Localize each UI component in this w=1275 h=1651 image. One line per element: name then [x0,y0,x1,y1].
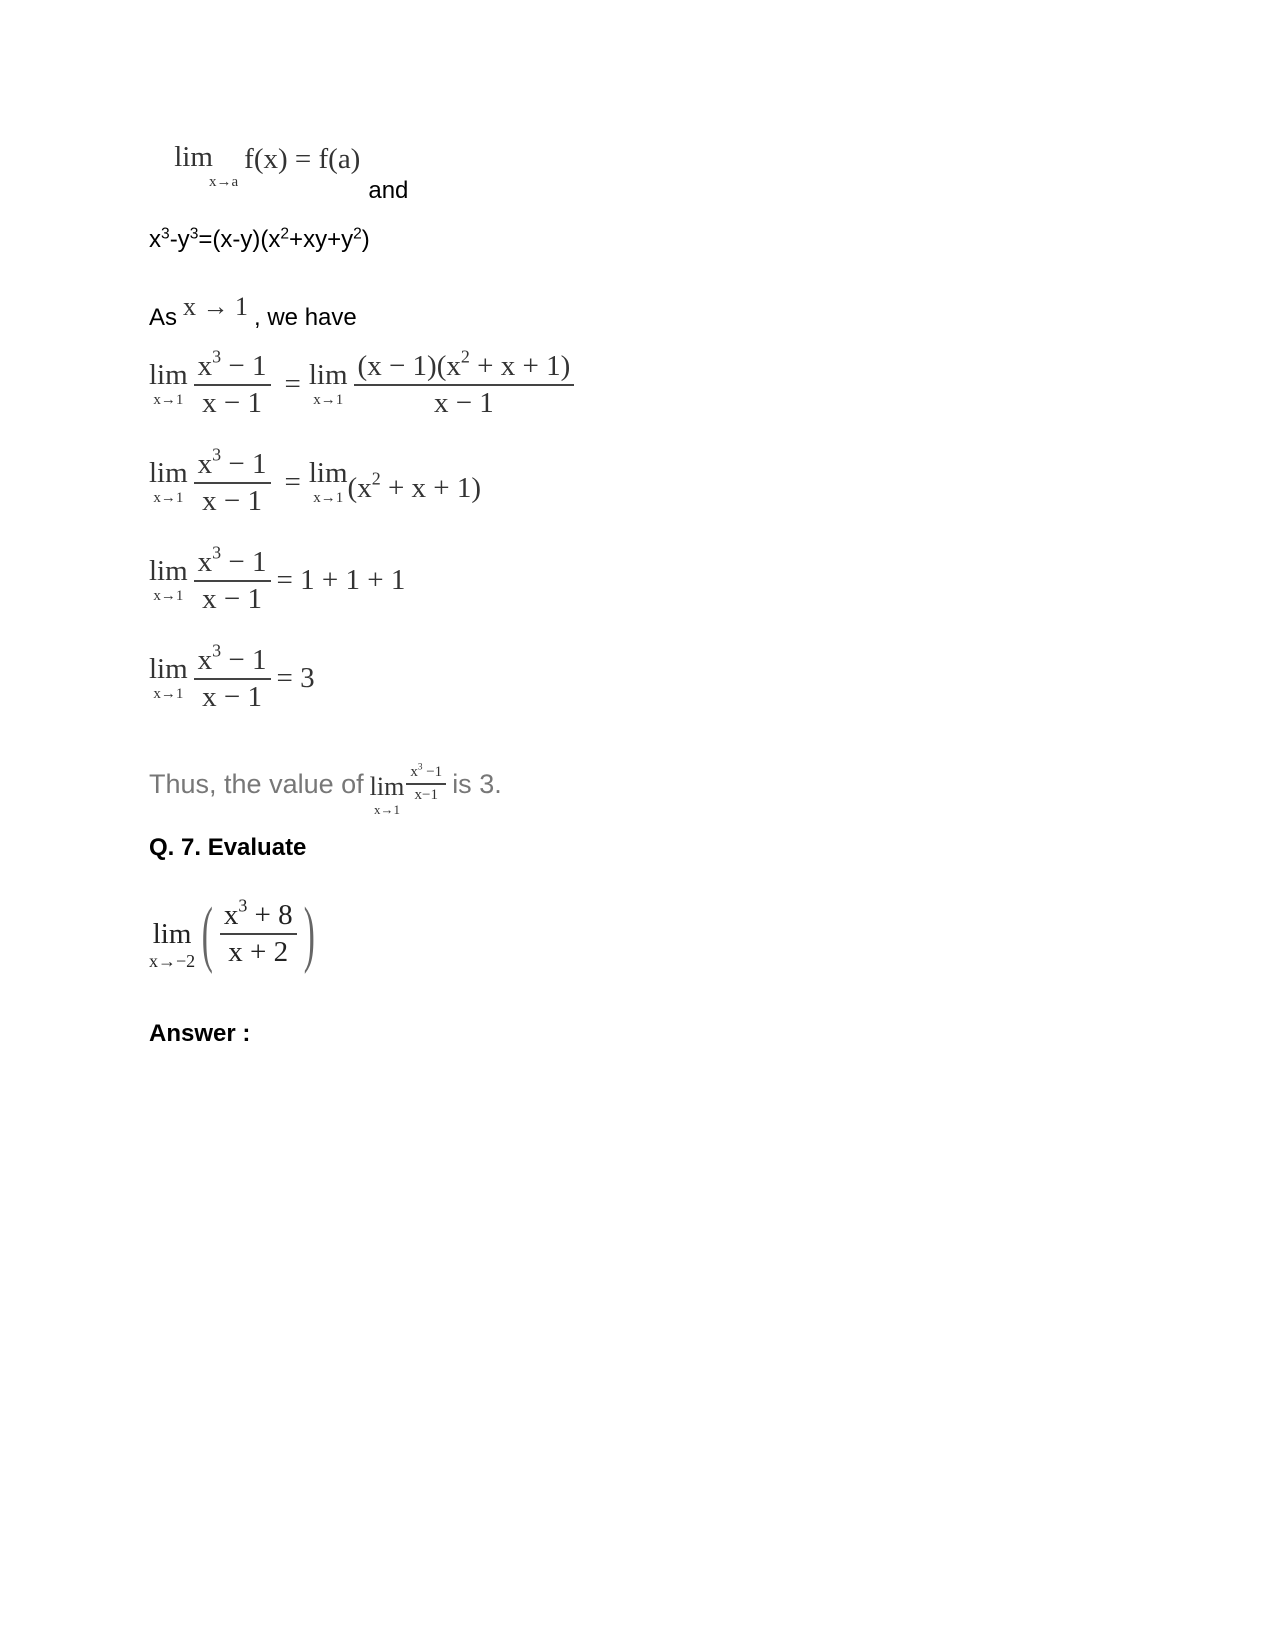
left-parenthesis: ( [201,893,214,975]
limit-operator: lim x→1 [308,457,348,507]
limit-operator: lim x→1 [149,359,188,409]
fraction: $\frac{(x - 1)(x^2 + x + 1)}{x - 1}$ [354,352,575,418]
step-3-equation [149,542,406,615]
limit-operator: lim x→1 [369,772,405,817]
approach-condition: x → 1 [183,292,249,321]
approach-statement: As x → 1 , we have [149,292,357,331]
step-4-equation [149,640,315,713]
step-1-equation [149,346,580,419]
limit-operator: lim x→1 [149,555,188,605]
connector-word: and [368,177,409,204]
result-sum: = 1 + 1 + 1 [276,564,406,597]
limit-subscript: x→a [209,174,239,190]
result-value: = 3 [276,662,315,695]
fraction: $\frac{x^3 + 8}{x + 2}$ [220,901,297,967]
fraction: $\frac{x^3 -1}{x-1}$ [406,765,446,803]
polynomial: $(x^2 + x + 1)$ [347,468,482,504]
continuity-condition [149,143,408,205]
fraction: $\frac{x^3 - 1}{x - 1}$ [194,646,271,712]
limit-expression [149,143,360,190]
limit-operator: lim x→−2 [149,918,196,971]
equals-sign: = [284,466,301,499]
answer-heading: Answer : [149,1020,251,1047]
limit-operator: lim x→a [174,141,239,190]
step-2-equation [149,444,482,517]
limit-operator: lim x→1 [308,359,348,409]
question-7-expression [149,893,321,975]
fraction: $\frac{x^3 - 1}{x - 1}$ [194,548,271,614]
inline-limit [370,752,449,816]
cube-difference-identity: $x^3-y^3=(x-y)(x^2+xy+y^2)$ [149,225,370,253]
limit-operator: lim x→1 [149,457,188,507]
limit-body: f(x) = f(a) [244,143,361,175]
question-heading: Q. 7. Evaluate [149,834,307,861]
right-parenthesis: ) [303,893,315,975]
limit-operator: lim x→1 [149,653,188,703]
conclusion: Thus, the value of lim x→1 $\frac{x^3 -1}{x-1}$ is 3. [149,752,502,816]
fraction: $\frac{x^3 - 1}{x - 1}$ [194,450,271,516]
equals-sign: = [284,368,301,401]
fraction: $\frac{x^3 - 1}{x - 1}$ [194,352,271,418]
